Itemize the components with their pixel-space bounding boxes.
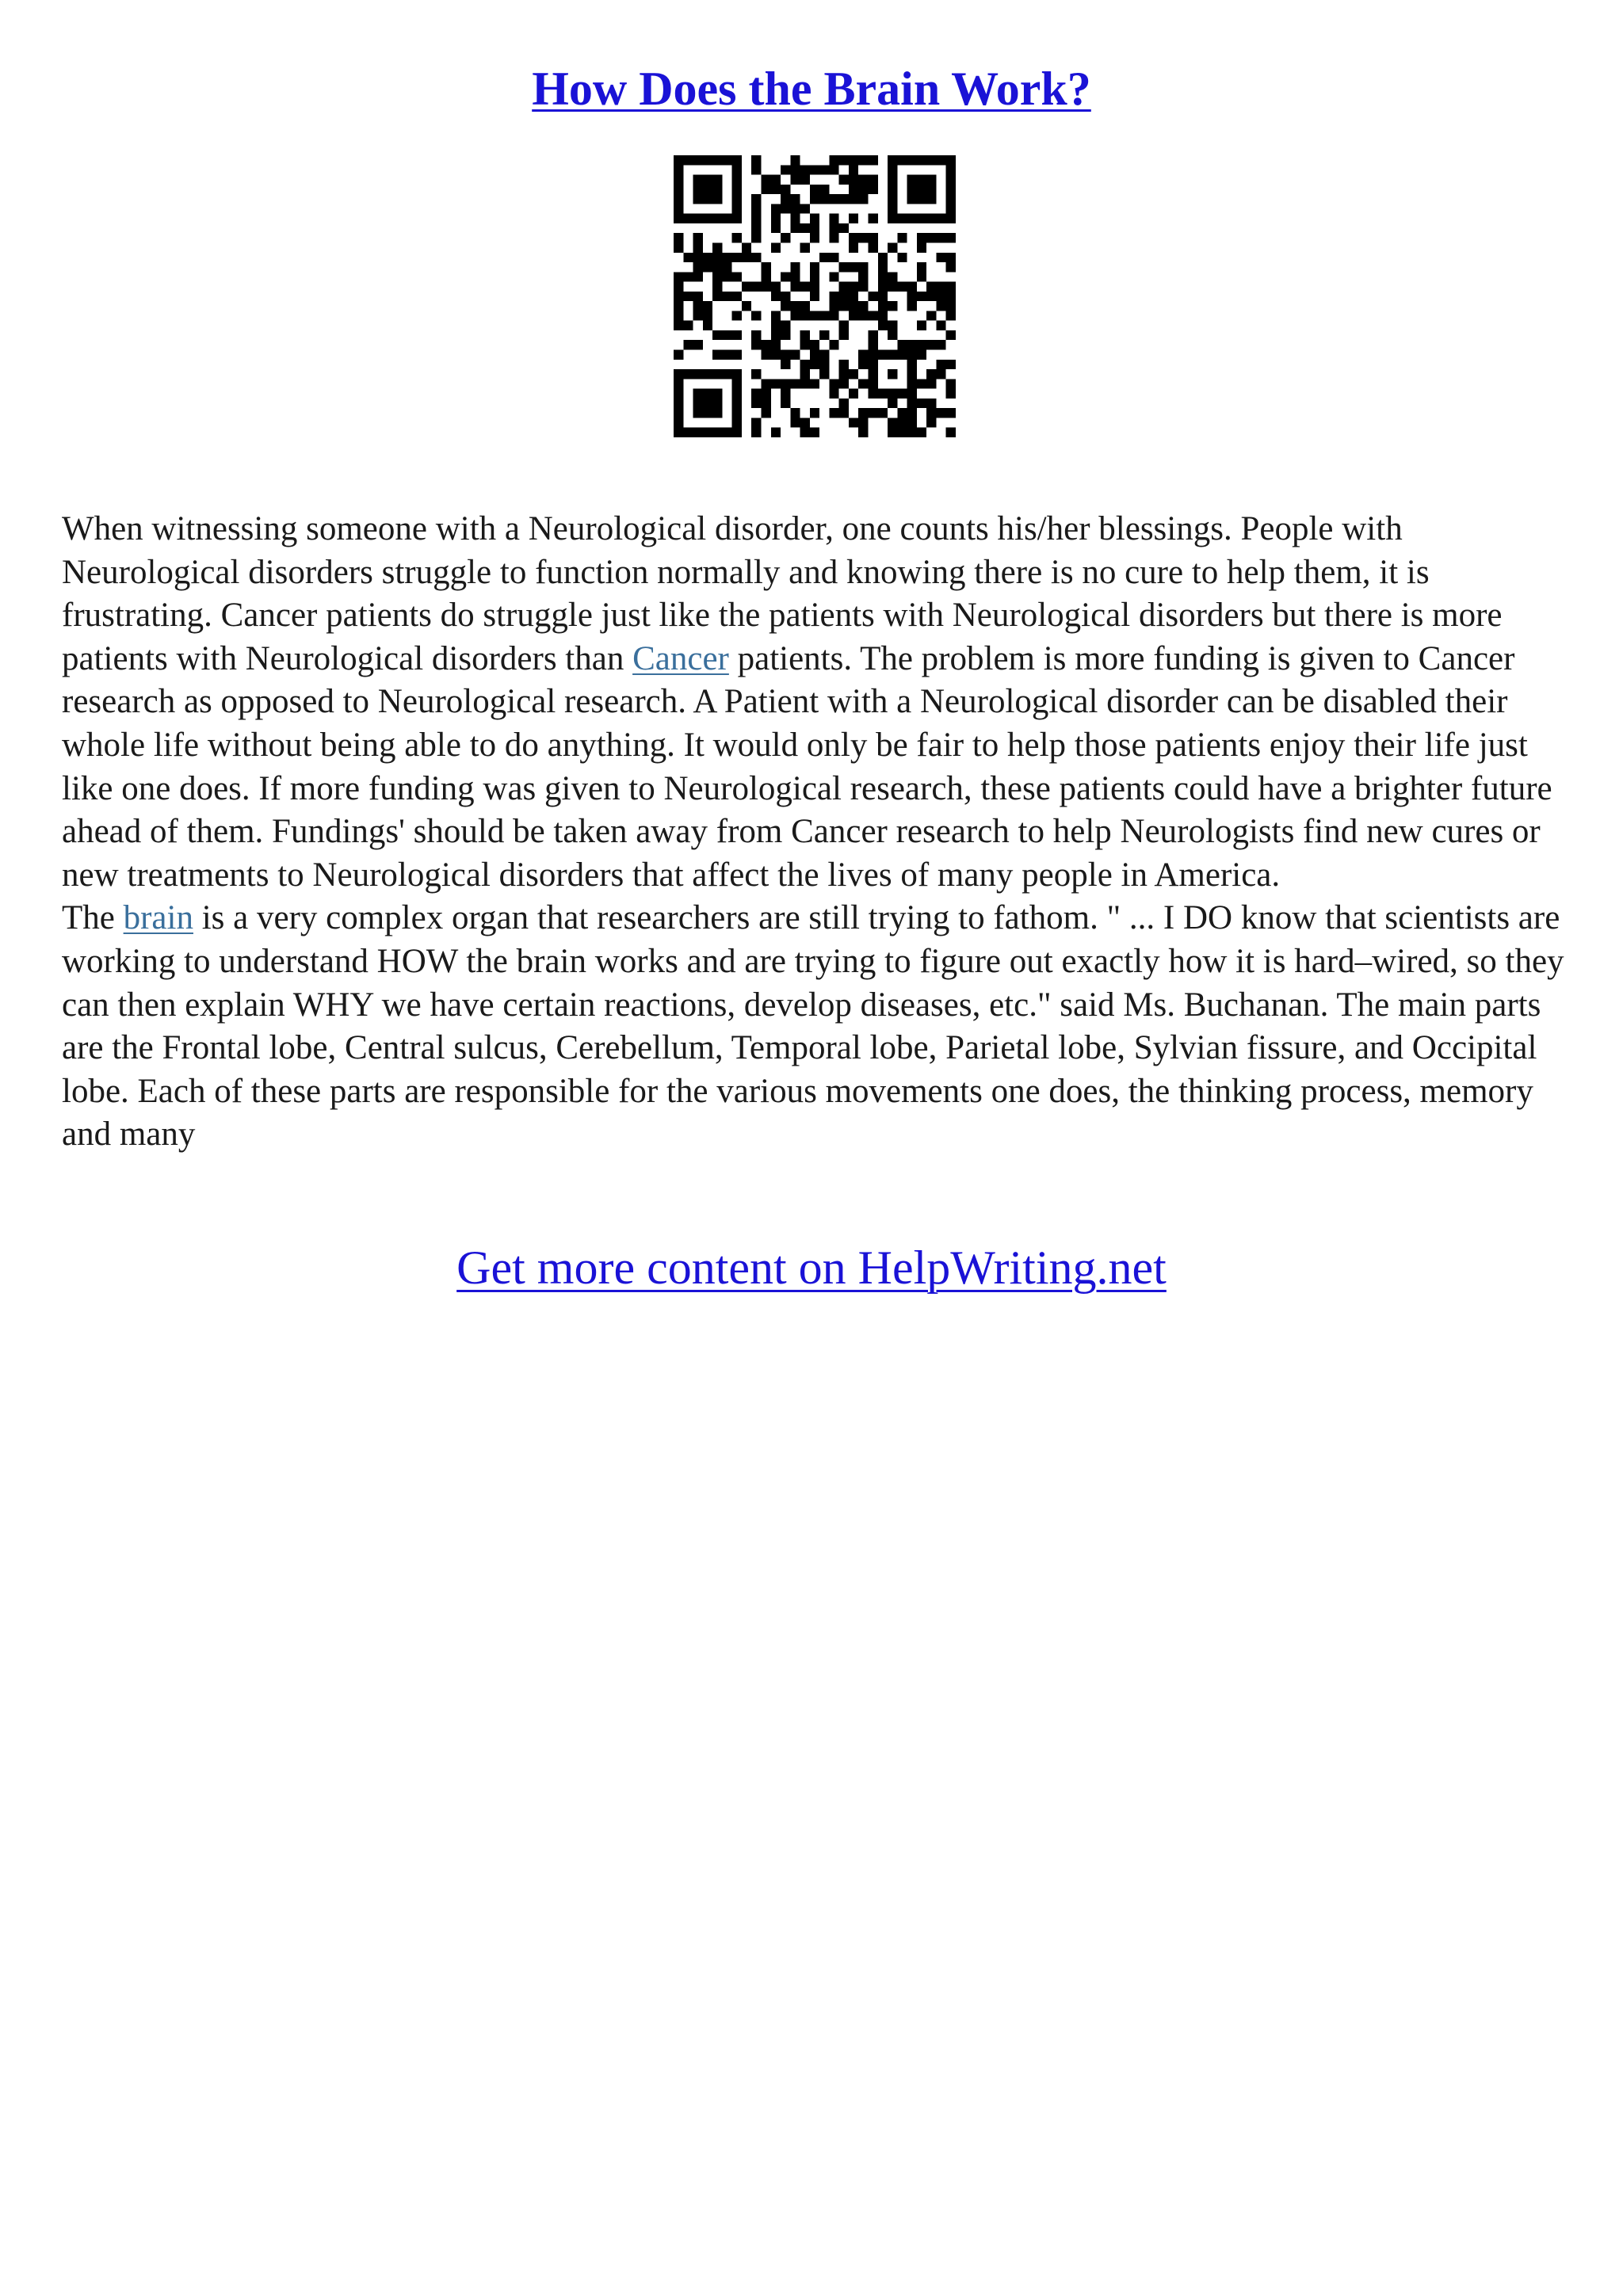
title-link[interactable]: How Does the Brain Work?: [532, 63, 1091, 115]
brain-link[interactable]: brain: [123, 899, 193, 937]
more-content: [0, 1236, 1623, 1299]
qr-code-graphic: [674, 155, 956, 437]
paragraph-1-text-a: When witnessing someone with a Neurological disorder, one counts his/her blessings. People with Neurological disorders struggle to function normally and knowing there is no cure to help them, it is frustrating. Cancer patients do struggle just like the patients with Neurological disorders but there is more patients with Neurological disorders than: [62, 510, 1503, 677]
qr-code-icon: [674, 155, 956, 437]
article-body: [62, 508, 1568, 1157]
document-title: [0, 57, 1623, 120]
paragraph-1-text-b: patients. The problem is more funding is given to Cancer research as opposed to Neurological research. A Patient with a Neurological disorder can be disabled their whole life without being able to do anything. It would only be fair to help those patients enjoy their life just like one does. If more funding was given to Neurological research, these patients could have a brighter future ahead of them. Fundings' should be taken away from Cancer research to help Neurologists find new cures or new treatments to Neurological disorders that affect the lives of many people in America.: [62, 639, 1552, 894]
paragraph-2-text-a: The: [62, 899, 124, 937]
cancer-link[interactable]: Cancer: [632, 639, 729, 677]
paragraph-2: [62, 897, 1568, 1157]
paragraph-1: [62, 508, 1568, 897]
get-more-content-link[interactable]: Get more content on HelpWriting.net: [456, 1241, 1167, 1294]
paragraph-2-text-b: is a very complex organ that researchers are still trying to fathom. " ... I DO know that scientists are working to understand HOW the brain works and are trying to figure out exactly how it is hard–wired, so they can then explain WHY we have certain reactions, develop diseases, etc." said Ms. Buchanan. The main parts are the Frontal lobe, Central sulcus, Cerebellum, Temporal lobe, Parietal lobe, Sylvian fissure, and Occipital lobe. Each of these parts are responsible for the various movements one does, the thinking process, memory and many: [62, 899, 1564, 1154]
